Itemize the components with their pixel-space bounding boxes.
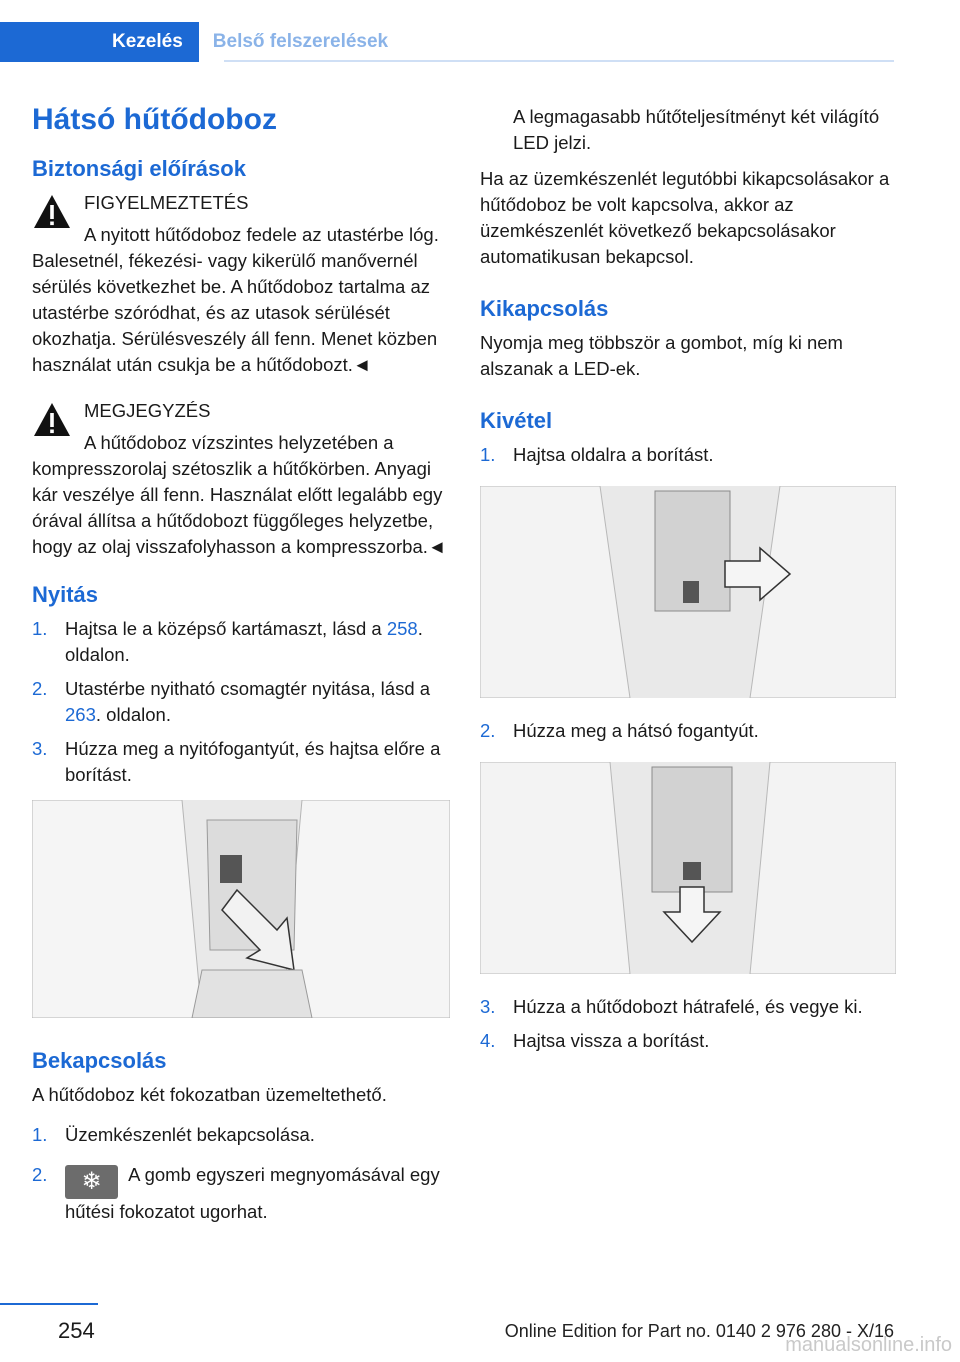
safety-heading: Biztonsági előírások [32, 156, 246, 181]
step-text: Utastérbe nyitható csomagtér nyitása, lásd a [65, 678, 431, 699]
remove-heading: Kivétel [480, 408, 553, 433]
warning-triangle-icon [32, 192, 72, 232]
step-text: Hajtsa vissza a borítást. [513, 1030, 710, 1051]
snowflake-icon[interactable]: ❄ [65, 1165, 118, 1199]
header-rule [224, 60, 894, 62]
step-text: Húzza meg a nyitófogantyút, és hajtsa előre a borítást. [65, 738, 441, 785]
step-text: Húzza a hűtődobozt hátrafelé, és vegye ki. [513, 996, 863, 1017]
note-text: A hűtődoboz vízszintes helyzetében a kompresszorolaj szétoszlik a hűtőkörben. Anyagi kár veszélye áll fenn. Használat előtt legalább egy órával állítsa a hűtődobozt függőleges helyzetbe, hogy az olaj visszafolyhasson a kompresszorba.◄ [32, 432, 447, 557]
remove-steps-b [480, 718, 896, 744]
step-text: Húzza meg a hátsó fogantyút. [513, 720, 759, 741]
list-item [32, 676, 450, 728]
list-item [32, 1122, 450, 1148]
step-number: 3. [32, 738, 48, 759]
page-link-258[interactable]: 258 [386, 618, 418, 639]
step-text: Hajtsa oldalra a borítást. [513, 444, 714, 465]
page-title: Hátsó hűtődoboz [32, 103, 277, 136]
open-heading: Nyitás [32, 582, 99, 607]
watermark: manualsonline.info [785, 1334, 952, 1356]
warning-text: A nyitott hűtődoboz fedele az utastérbe lóg. Balesetnél, fékezési- vagy kikerülő manővernél sérülés következhet be. A hűtődoboz tartalma az utastérbe szóródhat, és az utasok sérülését okozhatja. Sérülésveszély áll fenn. Menet közben használat után csukja be a hűtődobozt.◄ [32, 224, 439, 375]
list-item [32, 736, 450, 788]
list-item [32, 1162, 450, 1225]
step-number: 1. [32, 618, 48, 639]
step-number: 2. [480, 720, 496, 741]
list-item [480, 442, 896, 468]
remove-steps-a [480, 442, 896, 468]
continued-text: A legmagasabb hűtőteljesítményt két világító LED jelzi. [513, 106, 880, 153]
step-number: 2. [32, 678, 48, 699]
list-item [32, 616, 450, 668]
right-column [480, 104, 896, 1064]
on-intro: A hűtődoboz két fokozatban üzemeltethető. [32, 1084, 387, 1105]
warning-label: FIGYELMEZTETÉS [84, 192, 249, 213]
page-number: 254 [58, 1318, 95, 1343]
left-column [32, 96, 450, 1235]
note-label: MEGJEGYZÉS [84, 400, 211, 421]
step-number: 3. [480, 996, 496, 1017]
step-text: . oldalon. [95, 704, 171, 725]
header-tabs [0, 22, 402, 62]
list-item [480, 718, 896, 744]
step-number: 1. [480, 444, 496, 465]
page-link-263[interactable]: 263 [65, 704, 96, 725]
warning-triangle-icon [32, 400, 72, 440]
remove-steps-c [480, 994, 896, 1054]
step-text: Hajtsa le a középső kartámaszt, lásd a [65, 618, 387, 639]
standby-paragraph: Ha az üzemkészenlét legutóbbi kikapcsolásakor a hűtődoboz be volt kapcsolva, akkor az üzemkészenlét következő bekapcsolásakor automatikusan bekapcsol. [480, 168, 890, 267]
step-text: A gomb egyszeri megnyomásával egy hűtési fokozatot ugorhat. [65, 1164, 440, 1222]
warning-block [32, 190, 450, 378]
step-text: . oldalon. [65, 618, 423, 665]
step-text: Üzemkészenlét bekapcsolása. [65, 1124, 315, 1145]
edition-text: Online Edition for Part no. 0140 2 976 280 - X/16 [504, 1321, 894, 1341]
trunk-cover-illustration [480, 486, 896, 698]
open-steps [32, 616, 450, 788]
off-heading: Kikapcsolás [480, 296, 609, 321]
footer-rule [0, 1303, 98, 1305]
step-number: 1. [32, 1124, 48, 1145]
list-item [480, 994, 896, 1020]
tab-belso-felszerelesek[interactable]: Belső felszerelések [212, 31, 389, 52]
seat-armrest-illustration [32, 800, 450, 1018]
step-number: 4. [480, 1030, 496, 1051]
note-block [32, 398, 450, 560]
on-steps [32, 1122, 450, 1225]
rear-handle-illustration [480, 762, 896, 974]
on-heading: Bekapcsolás [32, 1048, 167, 1073]
off-text: Nyomja meg többször a gombot, míg ki nem alszanak a LED-ek. [480, 332, 843, 379]
step-number: 2. [32, 1164, 48, 1185]
tab-kezeles[interactable]: Kezelés [0, 22, 199, 62]
list-item [480, 1028, 896, 1054]
